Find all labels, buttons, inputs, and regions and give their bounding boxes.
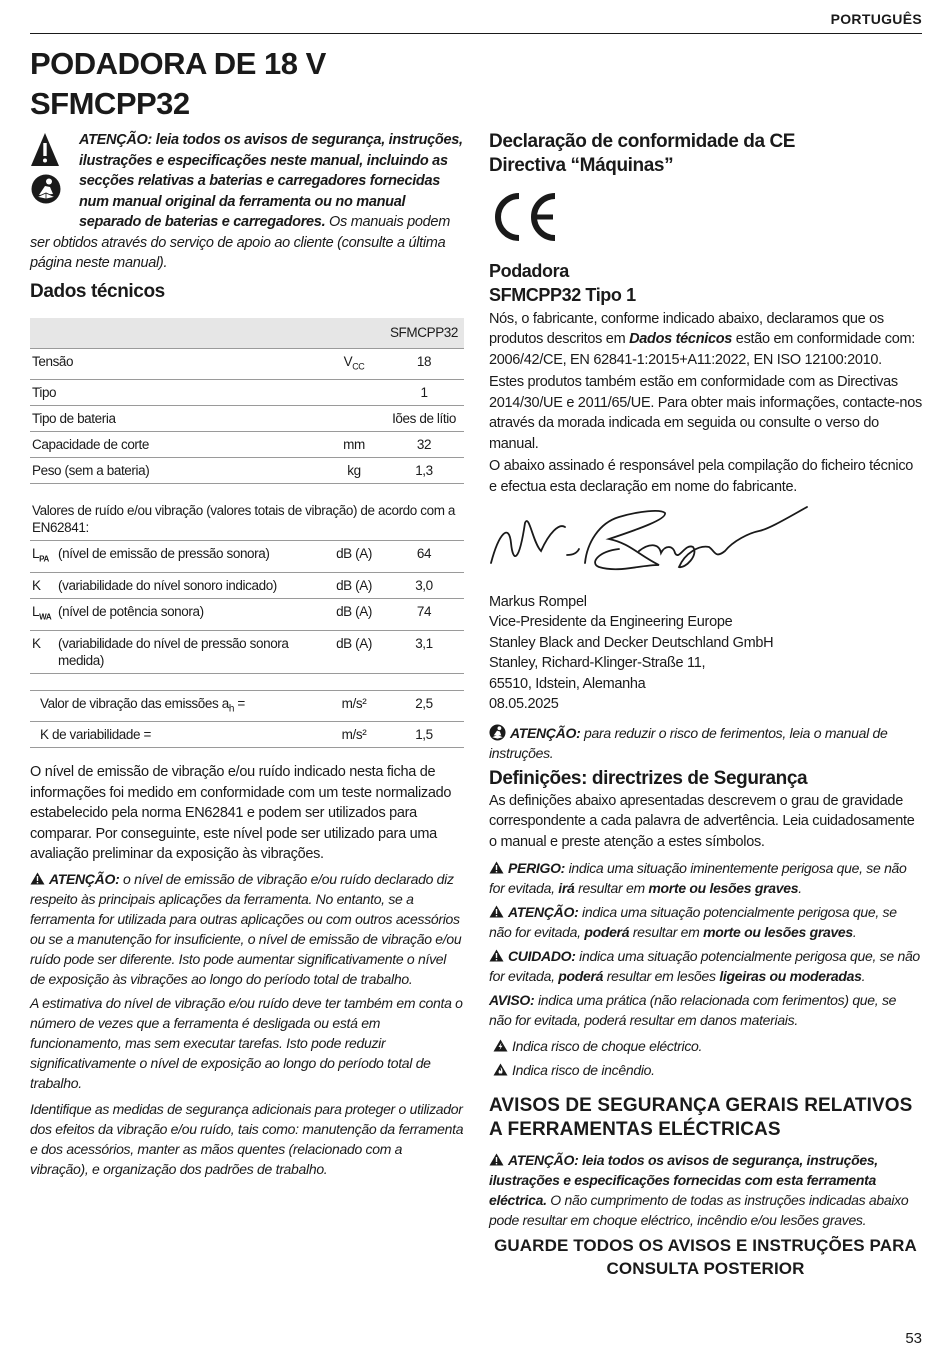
shock-risk-line xyxy=(489,1036,922,1056)
general-warnings-heading: AVISOS DE SEGURANÇA GERAIS RELATIVOS A FERRAMENTAS ELÉCTRICAS xyxy=(489,1095,913,1140)
row-label: (variabilidade do nível de pressão sonora medida) xyxy=(56,630,324,673)
intro-warning-text: Os manuais podem ser obtidos através do serviço de apoio ao cliente (consulte a última página neste manual). xyxy=(30,214,450,271)
notice-text: indica uma prática (não relacionada com ferimentos) que, se não for evitada, poderá resultar em danos materiais. xyxy=(489,992,897,1028)
page-header xyxy=(30,10,922,34)
row-value: 1,5 xyxy=(384,722,464,748)
row-unit: dB (A) xyxy=(324,572,384,598)
conformity-text-a: Nós, o fabricante, conforme indicado abaixo, declaramos que os produtos descritos em xyxy=(489,310,884,347)
table-row xyxy=(30,541,464,573)
tech-data-table xyxy=(30,318,464,485)
row-value: 64 xyxy=(384,541,464,573)
title-line-1: PODADORA DE 18 V xyxy=(30,46,326,81)
warning-triangle-icon xyxy=(489,1153,504,1166)
warning-label: ATENÇÃO: xyxy=(49,870,120,887)
warning-end: . xyxy=(852,924,857,940)
manual-warning-text: para reduzir o risco de ferimentos, leia o manual de instruções. xyxy=(489,724,888,761)
warning-triangle-icon xyxy=(489,905,504,918)
page-title xyxy=(30,44,326,124)
intro-warning xyxy=(30,130,464,274)
danger-definition xyxy=(489,858,922,898)
keep-instructions xyxy=(489,1234,922,1280)
table-row xyxy=(30,380,464,406)
row-value: 2,5 xyxy=(384,690,464,722)
read-manual-icon xyxy=(31,174,61,204)
row-label: (variabilidade do nível sonoro indicado) xyxy=(56,572,324,598)
notice-definition xyxy=(489,990,922,1030)
language-label: PORTUGUÊS xyxy=(830,11,922,27)
tech-data-heading: Dados técnicos xyxy=(30,280,165,302)
row-label: Tipo xyxy=(30,380,324,406)
row-unit xyxy=(324,380,384,406)
signer-name: Markus Rompel xyxy=(489,593,587,610)
signer-city: 65510, Idstein, Alemanha xyxy=(489,675,646,692)
row-unit: mm xyxy=(324,432,384,458)
fire-risk-text: Indica risco de incêndio. xyxy=(512,1062,655,1078)
warning-emphasis-2: morte ou lesões graves xyxy=(703,924,853,940)
row-unit: dB (A) xyxy=(324,598,384,630)
row-unit: m/s² xyxy=(324,690,384,722)
keep-instructions-line-1: GUARDE TODOS OS AVISOS E INSTRUÇÕES PARA xyxy=(494,1236,917,1255)
caution-text: indica uma situação potencialmente perigosa que, se não for evitada, xyxy=(489,948,920,984)
caution-end: . xyxy=(861,968,866,984)
warning-label: ATENÇÃO: xyxy=(508,904,579,920)
table-row xyxy=(30,690,464,722)
row-value: 32 xyxy=(384,432,464,458)
warning-triangle-icon xyxy=(30,132,60,168)
table-row xyxy=(30,572,464,598)
intro-icons xyxy=(30,130,74,230)
warning-emphasis: poderá xyxy=(584,924,630,940)
signer-block xyxy=(489,592,922,715)
vib-label-text: Valor de vibração das emissões a xyxy=(40,695,229,711)
signer-street: Stanley, Richard-Klinger-Straße 11, xyxy=(489,655,706,671)
row-symbol xyxy=(30,598,56,630)
vib-sub: h xyxy=(228,703,234,715)
symbol-text: K xyxy=(32,577,41,593)
row-unit xyxy=(324,406,384,432)
table-row xyxy=(30,722,464,748)
danger-text: indica uma situação iminentemente perigosa que, se não for evitada, xyxy=(489,860,907,896)
responsibility-paragraph: O abaixo assinado é responsável pela compilação do ficheiro técnico e efectua esta declaração em nome do fabricante. xyxy=(489,458,914,495)
danger-text-2: resultar em xyxy=(574,880,649,896)
signature-date: 08.05.2025 xyxy=(489,696,559,712)
definitions-intro: As definições abaixo apresentadas descrevem o grau de gravidade correspondente a cada palavra de advertência. Leia cuidadosamente o manual e preste atenção a estes símbolos. xyxy=(489,792,915,850)
row-unit xyxy=(324,348,384,380)
row-unit: kg xyxy=(324,458,384,484)
warning-triangle-icon xyxy=(30,872,45,885)
danger-label: PERIGO: xyxy=(508,860,566,876)
conformity-paragraph xyxy=(489,309,922,371)
row-label: (nível de emissão de pressão sonora) xyxy=(56,541,324,573)
caution-emphasis-2: ligeiras ou moderadas xyxy=(719,968,862,984)
ce-heading: Declaração de conformidade da CE xyxy=(489,131,796,152)
row-label: K de variabilidade = xyxy=(30,722,324,748)
row-unit: dB (A) xyxy=(324,630,384,673)
warning-triangle-icon xyxy=(489,861,504,874)
ce-subheading: Directiva “Máquinas” xyxy=(489,155,674,176)
signer-title: Vice-Presidente da Engineering Europe xyxy=(489,614,733,630)
warning-triangle-icon xyxy=(489,949,504,962)
row-label: (nível de potência sonora) xyxy=(56,598,324,630)
table-row xyxy=(30,458,464,484)
safety-measures-paragraph: Identifique as medidas de segurança adicionais para proteger o utilizador dos efeitos da vibração e/ou ruído, tais como: manutenção da ferramenta e dos acessórios, manter as mãos quentes (relacionado com a vibração), e organização dos padrões de trabalho. xyxy=(30,1100,464,1177)
fire-risk-line xyxy=(489,1060,922,1080)
warning-definition xyxy=(489,902,922,942)
caution-label: CUIDADO: xyxy=(508,948,576,964)
row-unit: m/s² xyxy=(324,722,384,748)
product-name: Podadora xyxy=(489,260,569,281)
caution-text-2: resultar em lesões xyxy=(603,968,720,984)
warning-text-2: resultar em xyxy=(629,924,704,940)
noise-table xyxy=(30,498,464,673)
vibration-paragraph: O nível de emissão de vibração e/ou ruído indicado nesta ficha de informações foi medido em conformidade com um teste normalizado estabelecido pela norma EN62841 e podem ser utilizados para comparar. Por conseguinte, este nível pode ser utilizado para uma avaliação preliminar da exposição às vibrações. xyxy=(30,764,452,863)
warning-text: indica uma situação potencialmente perigosa que, se não for evitada, xyxy=(489,904,897,940)
symbol-text: L xyxy=(32,603,40,619)
symbol-text: L xyxy=(32,546,40,562)
row-symbol xyxy=(30,630,56,673)
symbol-sub: PA xyxy=(39,554,49,564)
danger-emphasis-2: morte ou lesões graves xyxy=(648,880,799,896)
row-unit: dB (A) xyxy=(324,541,384,573)
read-manual-icon xyxy=(489,724,506,741)
row-value: 3,0 xyxy=(384,572,464,598)
symbol-text: K xyxy=(32,635,41,651)
row-label: Capacidade de corte xyxy=(30,432,324,458)
vibration-warning xyxy=(30,869,464,989)
caution-emphasis: poderá xyxy=(558,968,604,984)
fire-icon xyxy=(493,1063,508,1076)
row-label: Tensão xyxy=(30,348,324,380)
warning-text: o nível de emissão de vibração e/ou ruído declarado diz respeito às principais aplicações da ferramenta. No entanto, se a ferramenta for utilizada para outras aplicações ou com outros acessórios ou se a manutenção for insuficiente, o nível de emissão de vibração e/ou ruído pode ser diferente. Isto pode aumentar significativamente o nível de exposição às vibrações ao longo do período total de trabalho. xyxy=(30,870,462,987)
model-column-header: SFMCPP32 xyxy=(384,318,464,349)
left-column xyxy=(30,130,464,1183)
ce-mark-icon xyxy=(489,192,559,242)
general-warning-bold: ATENÇÃO: leia todos os avisos de segurança, instruções, ilustrações e especificações fornecidas com esta ferramenta eléctrica. xyxy=(489,1152,878,1208)
definitions-heading: Definições: directrizes de Segurança xyxy=(489,767,808,789)
electric-shock-icon xyxy=(493,1039,508,1052)
table-row xyxy=(30,598,464,630)
vibration-table xyxy=(30,690,464,749)
vib-eq: = xyxy=(233,695,245,711)
danger-emphasis: irá xyxy=(558,880,575,896)
signature-image xyxy=(489,503,809,583)
conformity-text-c: estão em conformidade com: 2006/42/CE, EN 62841-1:2015+A11:2022, EN ISO 12100:2010. xyxy=(489,331,915,368)
row-value: 74 xyxy=(384,598,464,630)
row-value: 1 xyxy=(384,380,464,406)
shock-risk-text: Indica risco de choque eléctrico. xyxy=(512,1038,703,1054)
conformity-text-bold: Dados técnicos xyxy=(629,331,733,347)
table-header-row xyxy=(30,318,464,349)
keep-instructions-line-2: CONSULTA POSTERIOR xyxy=(606,1259,805,1278)
title-line-2: SFMCPP32 xyxy=(30,86,190,121)
row-value: 18 xyxy=(384,348,464,380)
product-model: SFMCPP32 Tipo 1 xyxy=(489,284,636,305)
table-row xyxy=(30,348,464,380)
unit-sub: CC xyxy=(352,361,365,372)
symbol-sub: WA xyxy=(39,612,52,622)
notice-label: AVISO: xyxy=(489,992,535,1008)
danger-end: . xyxy=(798,880,802,896)
row-symbol xyxy=(30,541,56,573)
signer-company: Stanley Black and Decker Deutschland GmbH xyxy=(489,634,774,651)
table-row xyxy=(30,630,464,673)
manual-warning-label: ATENÇÃO: xyxy=(510,724,581,741)
general-warning xyxy=(489,1150,922,1230)
estimation-paragraph: A estimativa do nível de vibração e/ou ruído deve ter também em conta o número de vezes que a ferramenta é desligada ou está em funcionamento, mas sem executar tarefas. Isto pode reduzir significativamente o nível de exposição ao longo do período total de trabalho. xyxy=(30,994,463,1091)
caution-definition xyxy=(489,946,922,986)
intro-warning-bold: ATENÇÃO: leia todos os avisos de segurança, instruções, ilustrações e especificações neste manual, incluindo as secções relativas a baterias e carregadores fornecidas num manual original da ferramenta ou no manual separado de baterias e carregadores. xyxy=(79,132,463,230)
manual-warning xyxy=(489,723,922,763)
directives-paragraph: Estes produtos também estão em conformidade com as Directivas 2014/30/UE e 2011/65/UE. Para obter mais informações, contacte-nos através da morada indicada em seguida ou consulte o verso do manual. xyxy=(489,374,922,452)
noise-intro: Valores de ruído e/ou vibração (valores totais de vibração) de acordo com a EN62841: xyxy=(30,498,464,541)
row-value: Iões de lítio xyxy=(384,406,464,432)
table-row xyxy=(30,432,464,458)
row-value: 1,3 xyxy=(384,458,464,484)
noise-intro-row xyxy=(30,498,464,541)
row-symbol xyxy=(30,572,56,598)
page-number: 53 xyxy=(905,1330,922,1347)
row-label: Tipo de bateria xyxy=(30,406,324,432)
row-value: 3,1 xyxy=(384,630,464,673)
unit-text: V xyxy=(343,353,353,369)
row-label: Peso (sem a bateria) xyxy=(30,458,324,484)
row-label xyxy=(30,690,324,722)
general-warning-text: O não cumprimento de todas as instruções indicadas abaixo pode resultar em choque eléctrico, incêndio e/ou lesões graves. xyxy=(489,1192,909,1228)
table-row xyxy=(30,406,464,432)
right-column xyxy=(489,130,922,1280)
